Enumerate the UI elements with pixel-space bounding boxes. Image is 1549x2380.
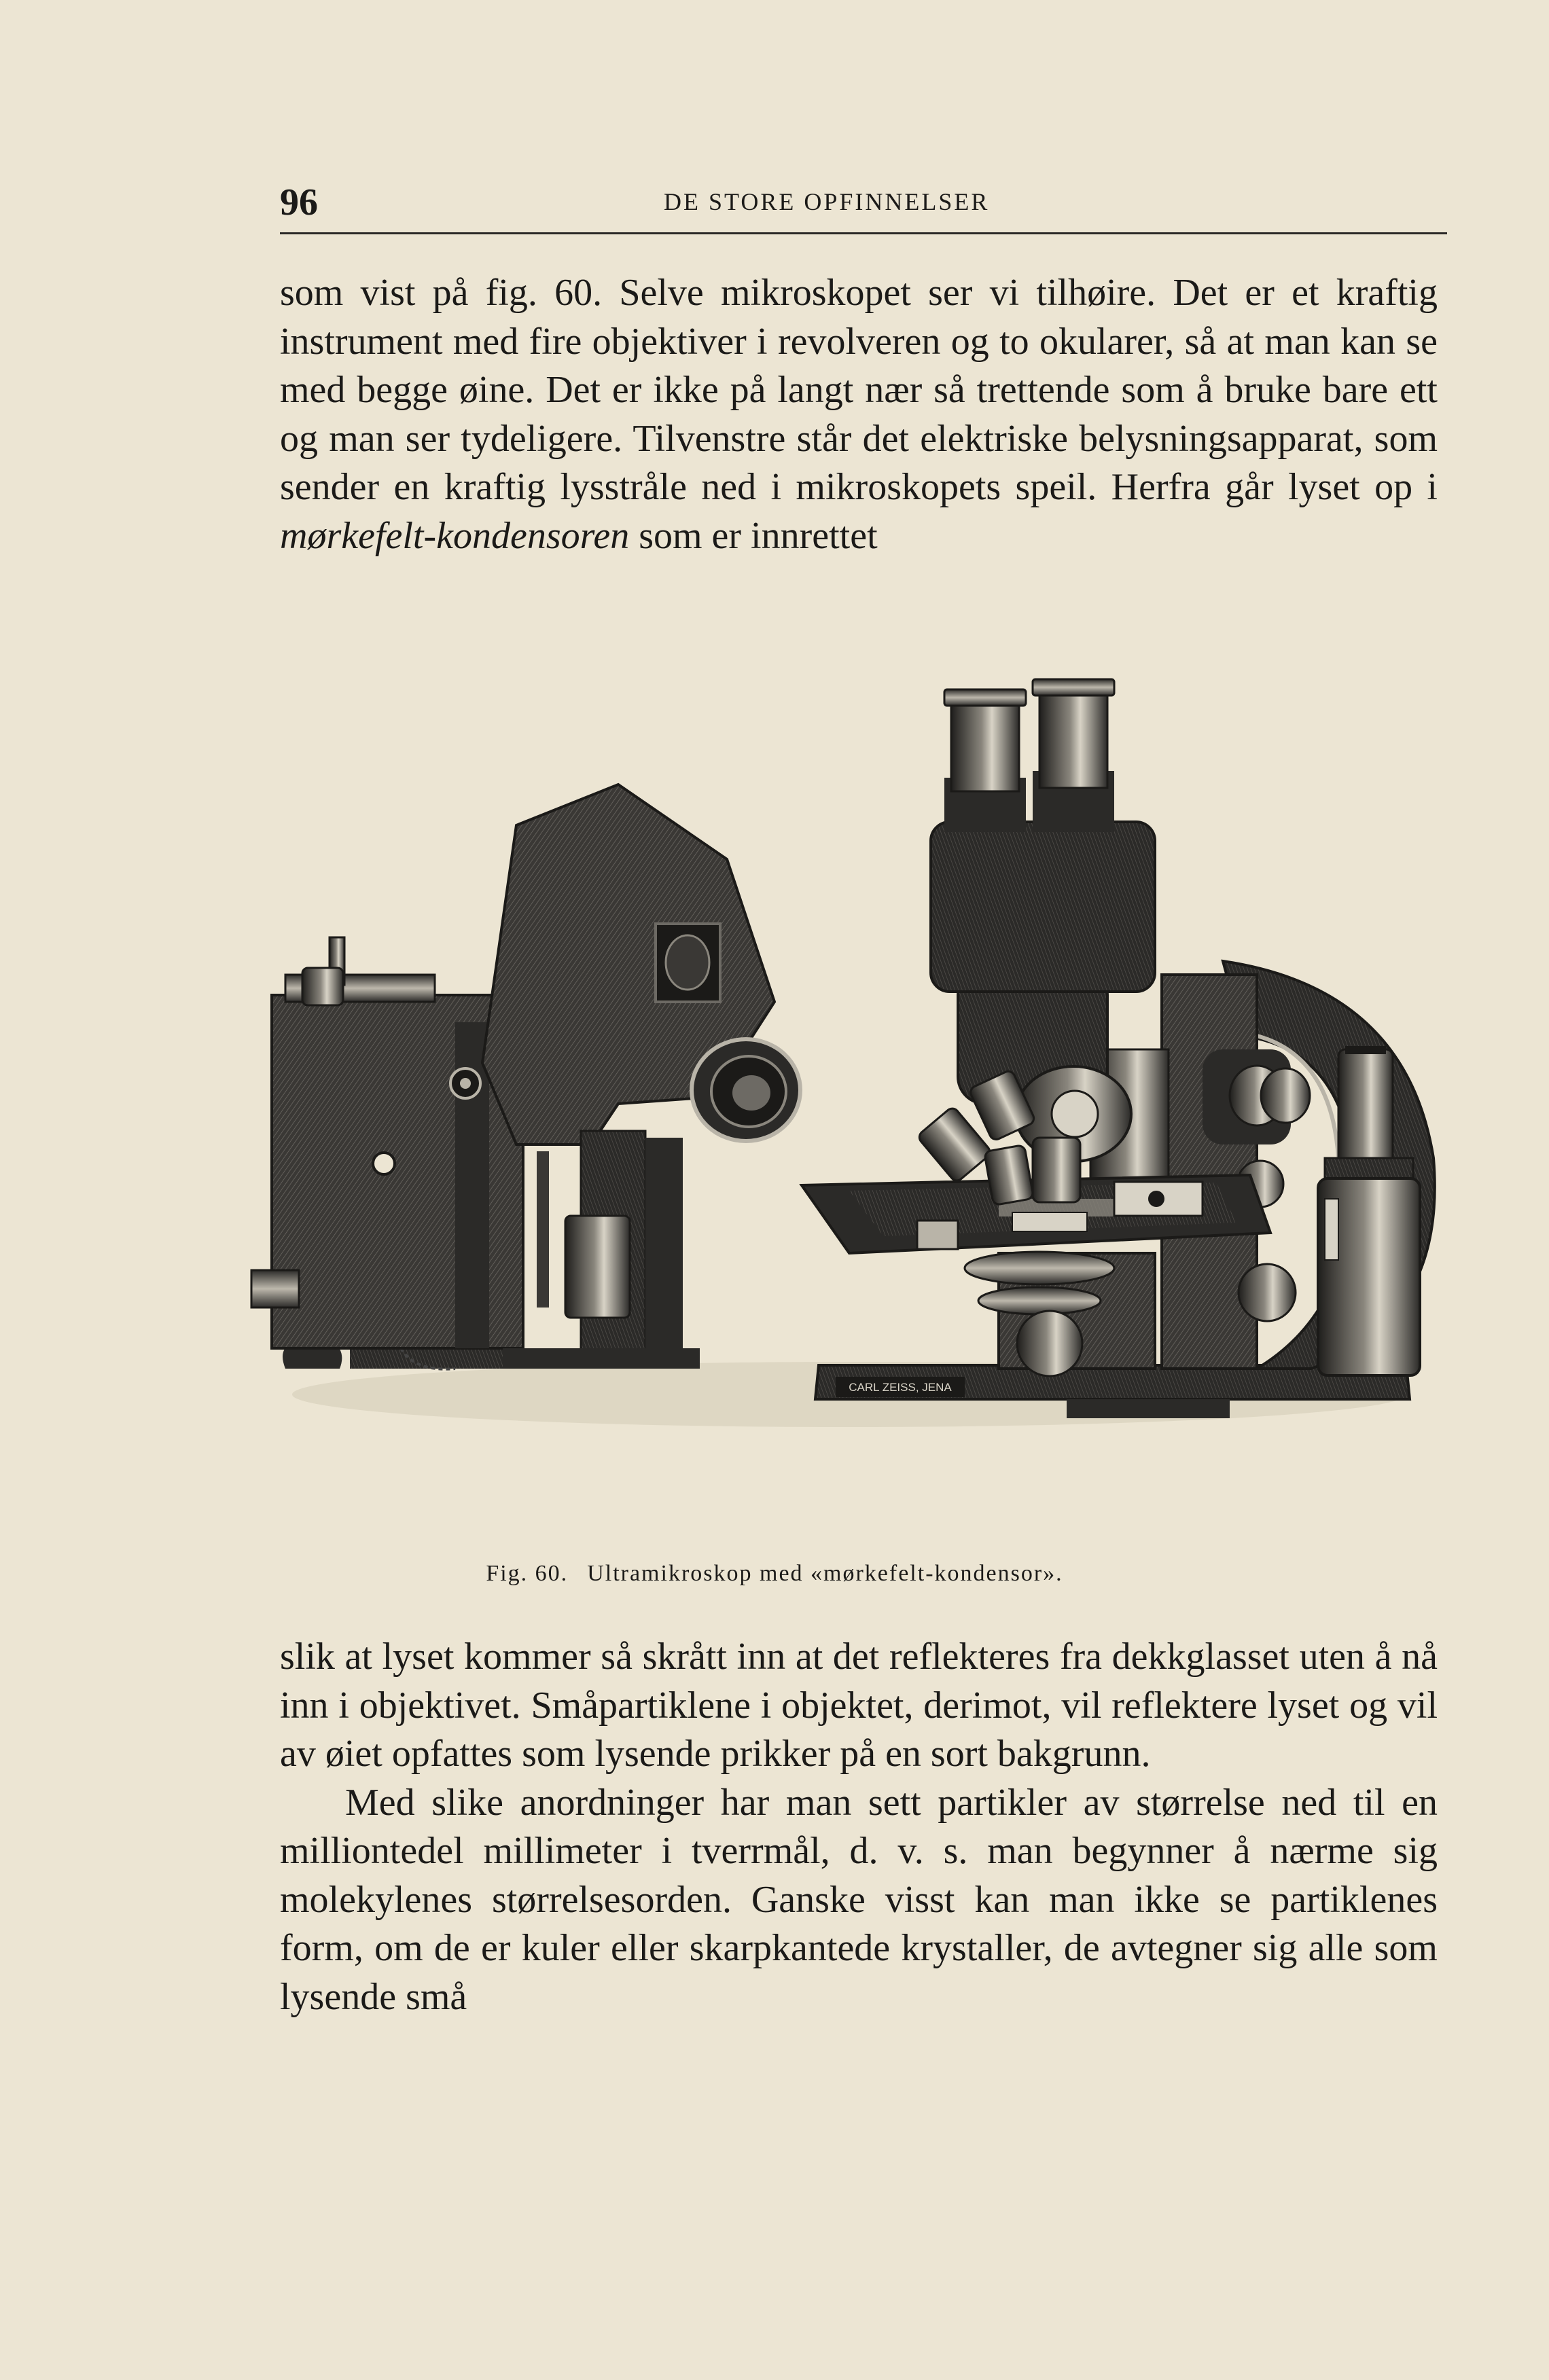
running-head: DE STORE OPFINNELSER xyxy=(664,188,990,215)
bottom-text xyxy=(280,1633,1438,2021)
top-paragraph-text xyxy=(280,269,1438,560)
caption-text: Ultramikroskop med «mørkefelt-kondensor». xyxy=(587,1561,1063,1586)
caption-label: Fig. 60. xyxy=(486,1561,569,1586)
emphasized-term: mørkefelt-kondensoren xyxy=(280,514,630,557)
microscope-illustration xyxy=(238,669,1474,1545)
paragraph-1: slik at lyset kommer så skrått inn at det reflekteres fra dekkglasset uten å nå inn i objektivet. Småpartiklene i objektet, derimot, vil reflektere lyset og vil av øiet opfattes som lysende prikker på en sort bakgrunn. xyxy=(280,1636,1438,1775)
top-paragraph xyxy=(280,269,1438,560)
top-text-start: som vist på fig. 60. Selve mikroskopet ser vi tilhøire. Det er et kraftig instrument med fire objektiver i revolveren og to okularer, så at man kan se med begge øine. Det er ikke på langt nær så trettende som å bruke bare ett og man ser tydeligere. Tilvenstre står det elektriske belysningsapparat, som sender en kraftig lysstråle ned i mikroskopets speil. Herfra går lyset op i xyxy=(280,272,1438,508)
illumination-apparatus xyxy=(251,785,800,1369)
top-text-end: som er innrettet xyxy=(629,514,878,557)
figure-caption xyxy=(0,1561,1549,1587)
paragraph-2: Med slike anordninger har man sett partikler av størrelse ned til en milliontedel millimeter i tverrmål, d. v. s. man begynner å nærme sig molekylenes størrelsesorden. Ganske visst kan man ikke se partiklenes form, om de er kuler eller skarpkantede krystaller, de avtegner sig alle som lysende små xyxy=(280,1781,1438,2018)
page-number: 96 xyxy=(280,181,318,223)
page-header xyxy=(280,178,1447,234)
maker-plate-label: CARL ZEISS, JENA xyxy=(849,1381,952,1394)
